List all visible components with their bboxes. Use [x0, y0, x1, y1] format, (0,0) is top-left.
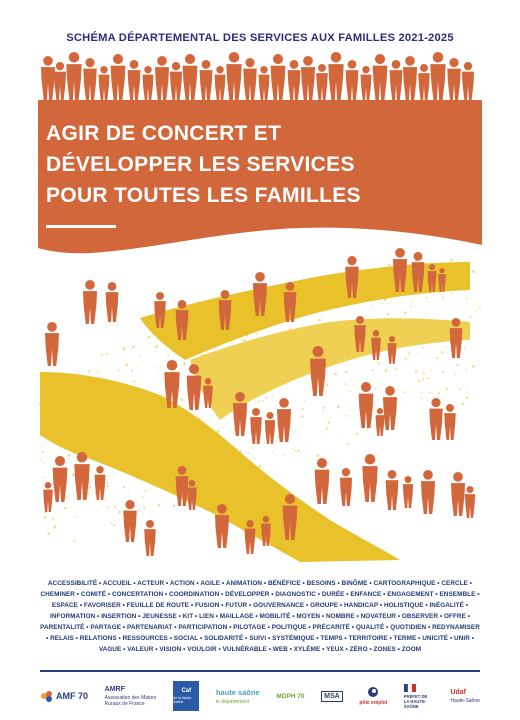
haute-saone-label: haute saône	[215, 687, 260, 697]
family-person	[429, 398, 442, 440]
pole-emploi-label: pôle emploi	[359, 700, 388, 706]
schema-subtitle: SCHÉMA DÉPARTEMENTAL DES SERVICES AUX FAMILLES 2021-2025	[66, 32, 454, 44]
haute-saone-logo	[216, 681, 260, 711]
family-person	[451, 472, 465, 516]
msa-label: MSA	[321, 691, 343, 702]
family-person	[421, 470, 435, 514]
title-line-3: POUR TOUTES LES FAMILLES	[46, 184, 361, 207]
family-person	[74, 452, 89, 500]
family-person	[164, 360, 179, 408]
marianne-icon	[404, 684, 416, 692]
pole-emploi-icon	[367, 686, 379, 698]
caf-logo	[173, 681, 199, 711]
family-person	[144, 520, 156, 556]
msa-logo	[321, 681, 343, 711]
family-person	[53, 456, 68, 502]
family-person	[383, 386, 397, 430]
family-person	[43, 482, 53, 512]
family-person	[277, 398, 291, 442]
family-person	[83, 280, 97, 324]
family-person	[250, 408, 262, 444]
udaf-logo	[450, 681, 479, 711]
family-person	[403, 476, 413, 508]
amf70-label: AMF 70	[56, 691, 89, 701]
family-person	[386, 470, 399, 510]
udaf-sublabel: Haute-Saône	[450, 697, 480, 704]
haute-saone-sublabel: le département	[215, 698, 250, 705]
amrf-logo	[105, 681, 157, 711]
keywords-list: ACCESSIBILITÉ • ACCUEIL • ACTEUR • ACTION • AGILE • ANIMATION • BÉNÉFICE • BESOINS • BINÔME • CARTOGRAPHIQUE • CERCLE • CHEMINER • COMITÉ • CONCERTATION • COORDINATION • DÉVELOPPER • DIAGNOSTIC • DURÉE • ENFANCE • ENGAGEMENT • ENSEMBLE • ESPACE • FAVORISER • FEUILLE DE ROUTE • FUSION • FUTUR • GOUVERNANCE • GROUPE • HANDICAP • HOLISTIQUE • INÉGALITÉ • INFORMATION • INSERTION • JEUNESSE • KIT • LIEN • MAILLAGE • MOBILITÉ • MOYEN • NOMBRE • NOVATEUR • OBSERVER • OFFRE • PARENTALITÉ • PARTAGE • PARTENARIAT • PARTICIPATION • PILOTAGE • POLITIQUE • PRÉCARITÉ • QUALITÉ • QUOTIDIEN • REDYNAMISER • RELAIS • RELATIONS • RESSOURCES • SOCIAL • SOLIDARITÉ • SUIVI • SYSTÉMIQUE • TEMPS • TERRITOIRE • TERME • UNICITÉ • UNIR • VAGUE • VALEUR • VISION • VOULOIR • VULNÉRABLE • WEB • XYLÈME • YEUX • ZÉRO • ZONES • ZOOM	[40, 580, 480, 653]
pole-emploi-logo	[359, 681, 387, 711]
family-person	[465, 486, 475, 518]
family-person	[106, 282, 119, 322]
prefet-logo	[404, 681, 434, 711]
family-person	[362, 454, 377, 502]
family-person	[315, 458, 330, 504]
family-person	[444, 404, 456, 440]
amf70-mark-icon	[40, 689, 54, 703]
caf-label: Caf	[181, 688, 192, 694]
family-person	[95, 466, 106, 500]
prefet-label: PRÉFET DE LA HAUTE-SAÔNE	[403, 693, 428, 709]
family-person	[265, 412, 275, 444]
partner-logos	[40, 680, 480, 712]
family-person	[359, 382, 374, 428]
family-person	[45, 322, 59, 366]
family-person	[123, 500, 136, 542]
udaf-label: Udaf	[450, 688, 466, 696]
caf-sublabel: de la Haute-Saône	[173, 696, 193, 704]
amrf-label: AMRF	[104, 685, 125, 693]
family-person	[340, 468, 352, 506]
title-line-2: DÉVELOPPER LES SERVICES	[46, 153, 355, 176]
mdph70-label: MDPH 70	[276, 692, 305, 700]
amf70-logo	[40, 681, 88, 711]
mdph70-logo	[276, 681, 304, 711]
amrf-sublabel: Association des Maires Ruraux de France	[104, 694, 157, 707]
title-line-1: AGIR DE CONCERT ET	[46, 122, 282, 145]
footer-divider	[40, 670, 480, 672]
